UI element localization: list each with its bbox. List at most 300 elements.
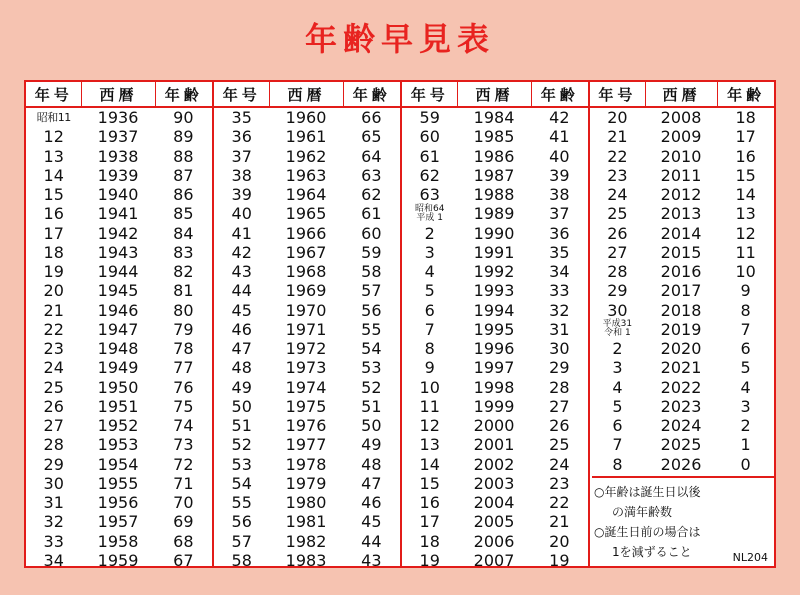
western-year-cell: 1995: [473, 319, 515, 339]
table-row: [402, 127, 588, 146]
age-cell: 73: [173, 435, 194, 455]
era-year-cell: 23: [607, 165, 628, 185]
western-year-cell: 1972: [285, 339, 327, 359]
era-year-cell: 27: [607, 242, 628, 262]
table-group-3: [402, 82, 590, 566]
age-cell: 83: [173, 242, 194, 262]
age-cell: 5: [740, 358, 751, 378]
western-year-cell: 1964: [285, 185, 327, 205]
age-cell: 7: [740, 319, 751, 339]
era-year-cell: 13: [43, 146, 64, 166]
era-year-cell: 7: [424, 319, 435, 339]
era-year-cell: 47: [231, 339, 252, 359]
table-row: [590, 301, 774, 320]
table-row: [402, 397, 588, 416]
age-table: [24, 80, 776, 568]
era-year-cell: [590, 320, 645, 338]
age-cell: 76: [173, 377, 194, 397]
era-year-cell: 59: [419, 108, 440, 128]
age-cell: 63: [361, 165, 382, 185]
table-row: [402, 435, 588, 454]
era-year-cell: 61: [419, 146, 440, 166]
western-year-cell: 1994: [473, 300, 515, 320]
era-year-cell: 14: [43, 165, 64, 185]
western-year-cell: 2000: [473, 416, 515, 436]
age-cell: 11: [735, 242, 756, 262]
era-year-cell: 48: [231, 358, 252, 378]
age-cell: 46: [361, 493, 382, 513]
age-cell: 86: [173, 185, 194, 205]
table-row: [26, 551, 212, 568]
table-row: [214, 185, 400, 204]
era-year-cell: 37: [231, 146, 252, 166]
western-year-cell: 1947: [97, 319, 139, 339]
table-row: [590, 108, 774, 127]
age-cell: 89: [173, 127, 194, 147]
age-cell: 42: [549, 108, 570, 128]
western-year-cell: 2007: [473, 550, 515, 568]
age-cell: 47: [361, 473, 382, 493]
table-row: [214, 224, 400, 243]
table-row: [590, 224, 774, 243]
header-age: 年齢: [155, 82, 212, 106]
western-year-cell: 1952: [97, 416, 139, 436]
age-cell: 41: [549, 127, 570, 147]
era-year-cell: 27: [43, 416, 64, 436]
western-year-cell: 1986: [473, 146, 515, 166]
table-row: [26, 455, 212, 474]
table-row: [26, 204, 212, 223]
western-year-cell: 2012: [660, 185, 702, 205]
era-year-cell: 28: [43, 435, 64, 455]
table-row: [214, 416, 400, 435]
table-row: [214, 397, 400, 416]
age-cell: 78: [173, 339, 194, 359]
age-cell: 33: [549, 281, 570, 301]
age-cell: 2: [740, 416, 751, 436]
age-cell: 70: [173, 493, 194, 513]
table-row: [26, 243, 212, 262]
table-row: [26, 339, 212, 358]
western-year-cell: 2006: [473, 531, 515, 551]
age-cell: 4: [740, 377, 751, 397]
western-year-cell: 1963: [285, 165, 327, 185]
table-row: [214, 493, 400, 512]
age-cell: 84: [173, 223, 194, 243]
age-cell: 39: [549, 165, 570, 185]
table-row: [214, 147, 400, 166]
age-cell: 58: [361, 262, 382, 282]
western-year-cell: 1988: [473, 185, 515, 205]
table-row: [590, 127, 774, 146]
era-year-cell: 5: [424, 281, 435, 301]
western-year-cell: 1948: [97, 339, 139, 359]
era-year-cell: 60: [419, 127, 440, 147]
age-cell: 19: [549, 550, 570, 568]
era-year-cell: 7: [612, 435, 623, 455]
era-year-cell: 25: [43, 377, 64, 397]
era-year-cell: 30: [43, 473, 64, 493]
table-row: [402, 301, 588, 320]
western-year-cell: 2004: [473, 493, 515, 513]
age-cell: 15: [735, 165, 756, 185]
western-year-cell: 1954: [97, 454, 139, 474]
age-cell: 17: [735, 127, 756, 147]
era-year-cell: 54: [231, 473, 252, 493]
western-year-cell: 1974: [285, 377, 327, 397]
table-row: [214, 551, 400, 568]
table-row: [214, 378, 400, 397]
western-year-cell: 1956: [97, 493, 139, 513]
era-year-cell: 19: [43, 262, 64, 282]
western-year-cell: 1990: [473, 223, 515, 243]
age-cell: 60: [361, 223, 382, 243]
table-row: [590, 358, 774, 377]
era-year-cell: 55: [231, 493, 252, 513]
table-row: [26, 224, 212, 243]
table-row: [26, 493, 212, 512]
age-cell: 62: [361, 185, 382, 205]
western-year-cell: 1976: [285, 416, 327, 436]
western-year-cell: 1997: [473, 358, 515, 378]
era-year-cell: 22: [607, 146, 628, 166]
western-year-cell: 1978: [285, 454, 327, 474]
era-year-cell: 38: [231, 165, 252, 185]
era-year-cell: 49: [231, 377, 252, 397]
age-cell: 54: [361, 339, 382, 359]
age-cell: 75: [173, 396, 194, 416]
table-row: [402, 551, 588, 568]
header-age: 年齢: [531, 82, 588, 106]
era-year-cell: 32: [43, 512, 64, 532]
era-year-cell: 18: [43, 242, 64, 262]
note-line-4: 1を減ずること: [612, 545, 692, 559]
table-row: [402, 166, 588, 185]
western-year-cell: 1987: [473, 165, 515, 185]
era-year-cell: 29: [607, 281, 628, 301]
age-cell: 55: [361, 319, 382, 339]
header-western-year: 西暦: [81, 82, 154, 106]
western-year-cell: 1941: [97, 204, 139, 224]
western-year-cell: 1953: [97, 435, 139, 455]
era-year-cell: 17: [43, 223, 64, 243]
table-header: [26, 82, 212, 108]
age-cell: 35: [549, 242, 570, 262]
age-cell: 3: [740, 396, 751, 416]
table-row: [214, 455, 400, 474]
era-year-cell: 52: [231, 435, 252, 455]
era-year-cell: 51: [231, 416, 252, 436]
header-age: 年齢: [343, 82, 400, 106]
era-year-cell: 57: [231, 531, 252, 551]
age-cell: 77: [173, 358, 194, 378]
western-year-cell: 2014: [660, 223, 702, 243]
table-row: [26, 262, 212, 281]
western-year-cell: 1970: [285, 300, 327, 320]
age-cell: 32: [549, 300, 570, 320]
table-row: [26, 358, 212, 377]
western-year-cell: 2022: [660, 377, 702, 397]
age-cell: 72: [173, 454, 194, 474]
era-year-cell: 58: [231, 550, 252, 568]
western-year-cell: 1943: [97, 242, 139, 262]
era-year-cell: 56: [231, 512, 252, 532]
table-row: [214, 243, 400, 262]
table-row: [26, 127, 212, 146]
age-cell: 12: [735, 223, 756, 243]
western-year-cell: 1959: [97, 550, 139, 568]
era-year-cell: 44: [231, 281, 252, 301]
age-cell: 1: [740, 435, 751, 455]
age-cell: 74: [173, 416, 194, 436]
western-year-cell: 1949: [97, 358, 139, 378]
western-year-cell: 1968: [285, 262, 327, 282]
age-cell: 56: [361, 300, 382, 320]
era-year-cell: 50: [231, 396, 252, 416]
table-row: [26, 108, 212, 127]
era-year-cell: 35: [231, 108, 252, 128]
western-year-cell: 1984: [473, 108, 515, 128]
header-era: 年号: [222, 85, 261, 104]
table-row: [590, 281, 774, 300]
table-row: [590, 339, 774, 358]
age-cell: 57: [361, 281, 382, 301]
table-row: [26, 474, 212, 493]
table-row: [26, 320, 212, 339]
western-year-cell: 1962: [285, 146, 327, 166]
era-year-cell: 21: [607, 127, 628, 147]
era-year-cell: 6: [612, 416, 623, 436]
era-year-cell: 28: [607, 262, 628, 282]
western-year-cell: 1999: [473, 396, 515, 416]
age-cell: 18: [735, 108, 756, 128]
table-row: [214, 435, 400, 454]
table-row: [402, 339, 588, 358]
age-cell: 31: [549, 319, 570, 339]
table-row: [26, 416, 212, 435]
era-name-old: 平成31: [602, 319, 633, 330]
western-year-cell: 1955: [97, 473, 139, 493]
western-year-cell: 2001: [473, 435, 515, 455]
era-year-cell: 39: [231, 185, 252, 205]
era-year-cell: 4: [612, 377, 623, 397]
western-year-cell: 2026: [660, 454, 702, 474]
table-row: [402, 532, 588, 551]
era-year-cell: 15: [43, 185, 64, 205]
age-cell: 16: [735, 146, 756, 166]
age-cell: 82: [173, 262, 194, 282]
product-code: NL204: [732, 551, 768, 564]
era-year-cell: 36: [231, 127, 252, 147]
era-year-cell: 4: [424, 262, 435, 282]
era-year-cell: 15: [419, 473, 440, 493]
header-era: 年号: [410, 85, 449, 104]
table-row: [26, 185, 212, 204]
age-cell: 26: [549, 416, 570, 436]
era-year-cell: 12: [43, 127, 64, 147]
era-name-old: 昭和64: [414, 203, 445, 214]
western-year-cell: 2002: [473, 454, 515, 474]
era-year-cell: 3: [424, 242, 435, 262]
age-cell: 40: [549, 146, 570, 166]
era-year-cell: 45: [231, 300, 252, 320]
era-year-cell: 62: [419, 165, 440, 185]
era-year-cell: 8: [424, 339, 435, 359]
age-cell: 25: [549, 435, 570, 455]
era-year-cell: 24: [607, 185, 628, 205]
table-row: [402, 147, 588, 166]
table-row: [214, 204, 400, 223]
table-row: [26, 532, 212, 551]
western-year-cell: 1961: [285, 127, 327, 147]
age-cell: 71: [173, 473, 194, 493]
table-row: [590, 455, 774, 474]
table-row: [214, 281, 400, 300]
western-year-cell: 1975: [285, 396, 327, 416]
western-year-cell: 1946: [97, 300, 139, 320]
table-row: [402, 378, 588, 397]
era-year-cell: 9: [424, 358, 435, 378]
western-year-cell: 1989: [473, 204, 515, 224]
era-year-cell: 43: [231, 262, 252, 282]
era-year-cell: 21: [43, 300, 64, 320]
western-year-cell: 1940: [97, 185, 139, 205]
era-year-cell: 8: [612, 454, 623, 474]
age-cell: 22: [549, 493, 570, 513]
table-row: [590, 320, 774, 339]
era-year-cell: 22: [43, 319, 64, 339]
header-western-year: 西暦: [645, 82, 717, 106]
era-year-cell: 30: [607, 300, 628, 320]
header-era: 年号: [598, 85, 637, 104]
age-cell: 59: [361, 242, 382, 262]
era-year-cell: 53: [231, 454, 252, 474]
notes-box: [592, 476, 774, 566]
era-year-cell: 24: [43, 358, 64, 378]
era-year-cell: 42: [231, 242, 252, 262]
age-cell: 27: [549, 396, 570, 416]
table-row: [590, 378, 774, 397]
western-year-cell: 1937: [97, 127, 139, 147]
western-year-cell: 1980: [285, 493, 327, 513]
age-cell: 21: [549, 512, 570, 532]
table-row: [590, 166, 774, 185]
age-cell: 13: [735, 204, 756, 224]
era-year-cell: 昭和11: [36, 111, 71, 125]
table-row: [590, 416, 774, 435]
age-cell: 48: [361, 454, 382, 474]
note-line-1: ○年齢は誕生日以後: [594, 485, 701, 499]
western-year-cell: 1985: [473, 127, 515, 147]
western-year-cell: 2010: [660, 146, 702, 166]
western-year-cell: 1942: [97, 223, 139, 243]
table-row: [26, 166, 212, 185]
western-year-cell: 2025: [660, 435, 702, 455]
era-year-cell: [402, 205, 457, 223]
table-row: [402, 512, 588, 531]
age-cell: 81: [173, 281, 194, 301]
era-year-cell: 63: [419, 185, 440, 205]
age-cell: 66: [361, 108, 382, 128]
era-year-cell: 33: [43, 531, 64, 551]
table-row: [590, 204, 774, 223]
page-title: 年齢早見表: [304, 20, 495, 58]
table-row: [26, 147, 212, 166]
age-cell: 90: [173, 108, 194, 128]
table-row: [590, 262, 774, 281]
table-row: [26, 378, 212, 397]
table-group-1: [26, 82, 214, 566]
western-year-cell: 1977: [285, 435, 327, 455]
age-cell: 45: [361, 512, 382, 532]
western-year-cell: 2009: [660, 127, 702, 147]
era-year-cell: 19: [419, 550, 440, 568]
era-year-cell: 41: [231, 223, 252, 243]
era-year-cell: 23: [43, 339, 64, 359]
table-row: [214, 127, 400, 146]
western-year-cell: 1960: [285, 108, 327, 128]
era-year-cell: 5: [612, 396, 623, 416]
western-year-cell: 2021: [660, 358, 702, 378]
age-cell: 6: [740, 339, 751, 359]
table-row: [402, 320, 588, 339]
era-name-new: 令和 1: [604, 328, 631, 339]
table-row: [402, 474, 588, 493]
age-cell: 9: [740, 281, 751, 301]
table-header: [590, 82, 774, 108]
table-row: [402, 108, 588, 127]
header-age: 年齢: [717, 82, 774, 106]
table-row: [402, 416, 588, 435]
age-cell: 49: [361, 435, 382, 455]
era-year-cell: 31: [43, 493, 64, 513]
age-cell: 50: [361, 416, 382, 436]
western-year-cell: 1965: [285, 204, 327, 224]
western-year-cell: 1998: [473, 377, 515, 397]
table-row: [402, 281, 588, 300]
western-year-cell: 1966: [285, 223, 327, 243]
table-row: [26, 435, 212, 454]
table-row: [26, 301, 212, 320]
era-year-cell: 17: [419, 512, 440, 532]
age-cell: 52: [361, 377, 382, 397]
table-row: [402, 455, 588, 474]
age-cell: 61: [361, 204, 382, 224]
age-cell: 20: [549, 531, 570, 551]
western-year-cell: 2017: [660, 281, 702, 301]
table-row: [214, 339, 400, 358]
age-cell: 8: [740, 300, 751, 320]
western-year-cell: 1945: [97, 281, 139, 301]
table-row: [590, 243, 774, 262]
table-row: [402, 358, 588, 377]
age-cell: 0: [740, 454, 751, 474]
table-row: [214, 166, 400, 185]
western-year-cell: 1939: [97, 165, 139, 185]
table-row: [214, 262, 400, 281]
western-year-cell: 1951: [97, 396, 139, 416]
age-cell: 80: [173, 300, 194, 320]
table-row: [214, 108, 400, 127]
table-group-2: [214, 82, 402, 566]
age-cell: 30: [549, 339, 570, 359]
era-year-cell: 18: [419, 531, 440, 551]
western-year-cell: 1993: [473, 281, 515, 301]
age-cell: 36: [549, 223, 570, 243]
age-cell: 88: [173, 146, 194, 166]
western-year-cell: 1967: [285, 242, 327, 262]
era-year-cell: 46: [231, 319, 252, 339]
